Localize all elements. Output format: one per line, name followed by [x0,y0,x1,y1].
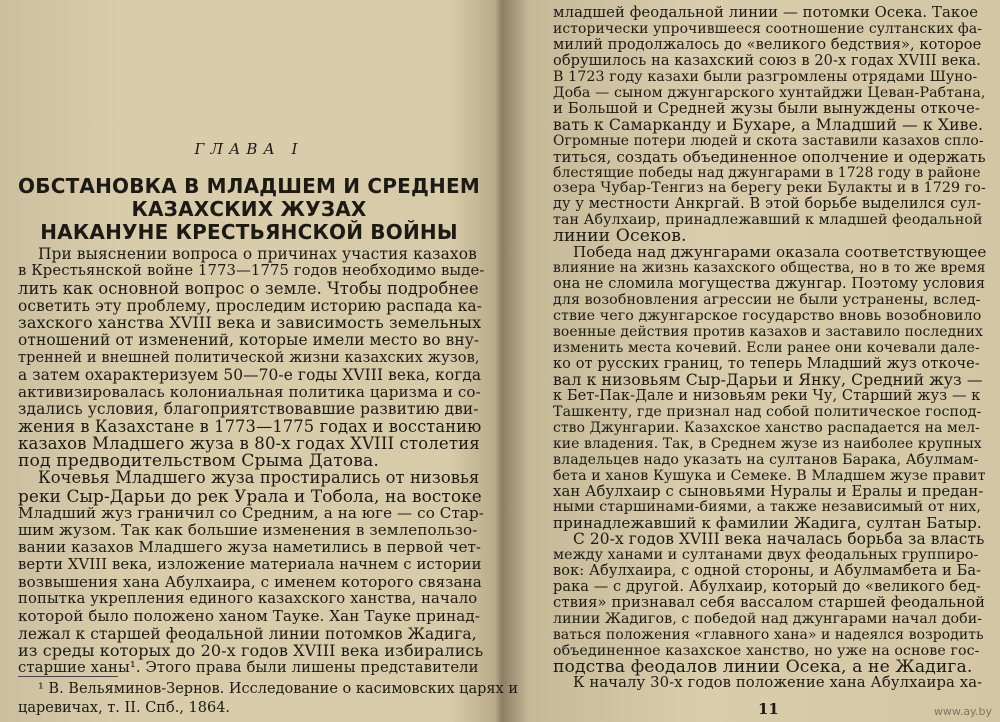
text-line: вать к Самарканду и Бухаре, а Младший — к Хиве. [553,114,984,134]
chapter-heading-line-3: НАКАНУНЕ КРЕСТЬЯНСКОЙ ВОЙНЫ [40,220,458,244]
text-line: Ташкенту, где признал над собой политическое господ- [553,403,982,420]
text-line: лежал к старшей феодальной линии потомков Жадига, [18,624,477,643]
text-line: хан Абулхаир с сыновьями Нуралы и Ералы и предан- [553,482,984,500]
text-line: из среды которых до 20-х годов XVIII века избирались [18,640,484,660]
text-line: титься, создать объединенное ополчение и одержать [553,147,986,166]
text-line: реки Сыр-Дарьи до рек Урала и Тобола, на востоке [18,485,482,506]
text-line: ствия» признавал себя вассалом старшей феодальной [553,594,986,612]
text-line: а затем охарактеризуем 50—70-е годы XVIII века, когда [18,365,482,384]
text-line: жения в Казахстане в 1773—1775 годах и восстанию [18,416,482,436]
text-line: активизировалась колониальная политика царизма и со- [18,383,481,401]
text-line: осветить эту проблему, проследим историю распада ка- [18,296,482,315]
text-line: рака — с другой. Абулхаир, который до «великого бед- [553,579,981,596]
text-line: вал к низовьям Сыр-Дарьи и Янку, Средний жуз — [553,369,983,389]
text-line: она не сломила могущества джунгар. Поэтому условия [553,276,986,293]
text-line: Кочевья Младшего жуза простирались от низовья [38,468,480,488]
text-line: блестящие победы над джунгарами в 1728 году в районе [553,164,981,181]
text-line: между ханами и султанами двух феодальных группиро- [553,547,979,564]
text-line: подства феодалов линии Осека, а не Жадига. [553,656,973,677]
text-line: бета и ханов Кушука и Семеке. В Младшем жузе правит [553,467,986,484]
text-line: владельцев надо указать на султанов Барака, Абулмам- [553,451,979,468]
text-line: Доба — сыном джунгарского хунтайджи Цеван-Рабтана, [553,84,986,101]
text-line: обрушилось на казахский союз в 20-х годах XVIII века. [553,52,981,69]
text-line: озера Чубар-Тенгиз на берегу реки Булакты и в 1729 го- [553,180,986,197]
text-line: возвышения хана Абулхаира, с именем которого связана [18,572,482,591]
text-line: попытка укрепления единого казахского ханства, начало [18,590,478,607]
text-line: младшей феодальной линии — потомки Осека. Такое [553,4,979,21]
text-line: вании казахов Младшего жуза наметились в первой чет- [18,538,482,557]
text-line: шим жузом. Так как большие изменения в землепользо- [18,521,478,539]
watermark: www.ay.by [933,705,992,718]
text-line: которой было положено ханом Тауке. Хан Тауке принад- [18,607,480,626]
text-line: здались условия, благоприятствовавшие развитию дви- [18,400,479,419]
text-line: С 20-х годов XVIII века началась борьба за власть [573,530,985,549]
text-line: ствие чего джунгарское государство вновь возобновило [553,308,982,325]
text-line: для возобновления агрессии не были устранены, вслед- [553,292,981,309]
text-line: Огромные потери людей и скота заставили казахов спло- [553,132,984,149]
text-line: вок: Абулхаира, с одной стороны, и Абулмамбета и Ба- [553,563,982,580]
text-line: объединенное казахское ханство, но уже на основе гос- [553,643,980,659]
chapter-heading-line-1: ОБСТАНОВКА В МЛАДШЕМ И СРЕДНЕМ [18,174,480,198]
text-line: ными старшинами-биями, а также независимый от них, [553,499,981,516]
footnote-line-2: царевичах, т. II. Спб., 1864. [18,700,231,716]
text-line: лить как основной вопрос о земле. Чтобы подробнее [18,278,479,298]
text-line: тренней и внешней политической жизни казахских жузов, [18,349,480,366]
chapter-heading-line-2: КАЗАХСКИХ ЖУЗАХ [131,197,367,221]
text-line: старшие ханы¹. Этого права были лишены представители [18,659,479,676]
text-line: кие владения. Так, в Среднем жузе из наиболее крупных [553,435,982,452]
text-line: захского ханства XVIII века и зависимость земельных [18,313,482,332]
text-line: При выяснении вопроса о причинах участия казахов [38,245,477,263]
text-line: влияние на жизнь казахского общества, но в то же время [553,260,986,277]
text-line: в Крестьянской войне 1773—1775 годов необходимо выде- [18,262,485,280]
footnote-line-1: ¹ В. Вельяминов-Зернов. Исследование о касимовских царях и [38,681,519,697]
text-line: принадлежавший к фамилии Жадига, султан Батыр. [553,514,982,533]
text-line: верти XVIII века, изложение материала начнем с истории [18,555,482,573]
text-line: Младший жуз граничил со Средним, а на юге — со Стар- [18,503,484,522]
text-line: милий продолжалось до «великого бедствия», которое [553,36,982,53]
page-number: 11 [758,700,779,718]
text-line: К началу 30-х годов положение хана Абулхаира ха- [573,673,983,691]
footnote-rule [18,676,118,677]
text-line: ду у местности Анкргай. В этой борьбе выделился сул- [553,196,982,213]
text-line: к Бет-Пак-Дале и низовьям реки Чу, Старший жуз — к [553,387,981,404]
text-line: ство Джунгарии. Казахское ханство распадается на мел- [553,419,980,436]
text-line: изменить места кочевий. Если ранее они кочевали дале- [553,339,980,356]
text-line: линии Осеков. [553,226,687,247]
right-page [503,0,1000,722]
text-line: ко от русских границ, то теперь Младший жуз откоче- [553,355,980,372]
text-line: отношений от изменений, которые имели место во вну- [18,331,480,350]
text-line: В 1723 году казахи были разгромлены отрядами Шуно- [553,68,978,85]
text-line: под предводительством Срыма Датова. [18,451,379,471]
chapter-label: ГЛАВА I [194,140,304,158]
text-line: исторически упрочившееся соотношение султанских фа- [553,20,983,37]
text-line: и Большой и Средней жузы были вынуждены откоче- [553,99,980,117]
text-line: казахов Младшего жуза в 80-х годах XVIII столетия [18,433,480,453]
text-line: тан Абулхаир, принадлежавший к младшей феодальной [553,212,983,229]
text-line: ваться положения «главного хана» и надеялся возродить [553,627,984,644]
text-line: военные действия против казахов и заставило последних [553,324,983,340]
text-line: линии Жадигов, с победой над джунгарами начал доби- [553,611,983,628]
text-line: Победа над джунгарами оказала соответствующее [573,243,987,262]
